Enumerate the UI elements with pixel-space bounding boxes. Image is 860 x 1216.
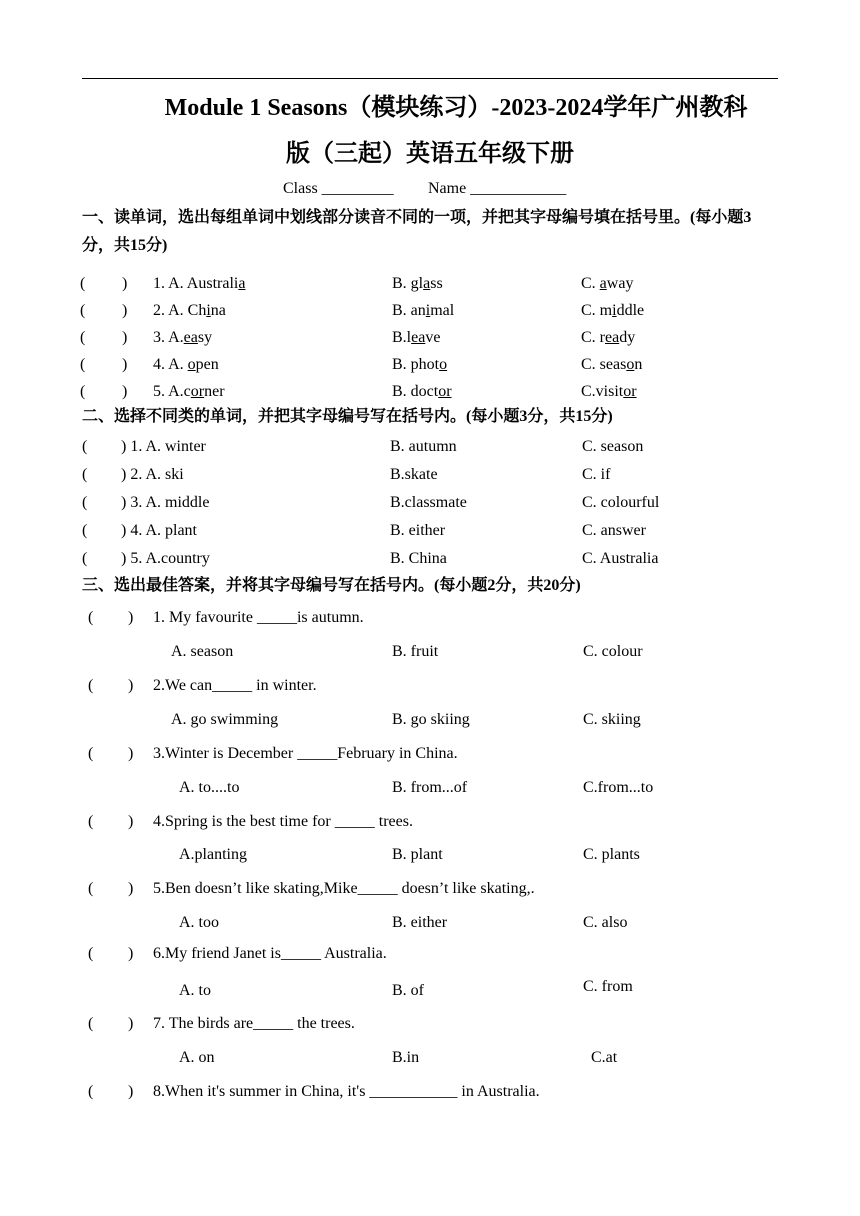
bracket-open: ( [88, 945, 94, 962]
bracket-open: ( [82, 550, 88, 567]
option-a [153, 301, 226, 321]
name-label: Name ____________ [428, 180, 567, 197]
bracket-open: ( [80, 383, 86, 400]
option-b: B.classmate [390, 494, 467, 511]
page-title-line2: 版（三起）英语五年级下册 [286, 141, 574, 167]
option-a: ) 4. A. plant [121, 522, 197, 539]
bracket-close: ) [128, 813, 134, 830]
bracket-close: ) [122, 275, 128, 292]
option-b-underlined: ea [411, 329, 426, 346]
bracket-close: ) [122, 302, 128, 319]
bracket-close: ) [122, 356, 128, 373]
option-b: B. of [392, 982, 424, 999]
option-b [392, 274, 443, 294]
option-a-text: 4. A. [153, 356, 188, 373]
option-b: B.in [392, 1049, 420, 1066]
option-a: ) 3. A. middle [121, 494, 210, 511]
bracket-close: ) [128, 1083, 134, 1100]
option-c: C. skiing [583, 711, 641, 728]
option-a [153, 274, 245, 294]
option-b-underlined: or [438, 383, 452, 400]
bracket-open: ( [88, 745, 94, 762]
bracket-close: ) [128, 880, 134, 897]
class-label: Class _________ [283, 180, 394, 197]
option-b-text: ve [425, 329, 441, 346]
option-b-text: B.l [392, 329, 412, 346]
option-b-text: B. an [392, 302, 426, 319]
bracket-close: ) [128, 745, 134, 762]
question-text: 4.Spring is the best time for _____ trees. [153, 813, 413, 830]
option-b-underlined: a [423, 275, 431, 292]
option-c [581, 328, 635, 348]
option-c-underlined: ea [605, 329, 620, 346]
option-c: C. colourful [582, 494, 660, 511]
option-a-underlined: i [206, 302, 211, 319]
option-c-underlined: o [626, 356, 635, 373]
question-text: 7. The birds are_____ the trees. [153, 1015, 355, 1032]
option-b [392, 328, 440, 348]
option-c: C. plants [583, 846, 640, 863]
option-b-text: B. doct [392, 383, 439, 400]
option-c-text: way [606, 275, 634, 292]
option-a: ) 1. A. winter [121, 438, 206, 455]
option-a-underlined: ea [183, 329, 198, 346]
option-a: A. too [179, 914, 219, 931]
bracket-open: ( [88, 609, 94, 626]
bracket-close: ) [128, 609, 134, 626]
option-b-underlined: i [425, 302, 431, 319]
bracket-close: ) [128, 945, 134, 962]
bracket-open: ( [80, 329, 86, 346]
question-text: 2.We can_____ in winter. [153, 677, 317, 694]
top-rule [82, 78, 778, 79]
option-a-text: ner [204, 383, 225, 400]
section3-heading: 三、选出最佳答案，并将其字母编号写在括号内。(每小题2分，共20分) [82, 577, 581, 594]
option-b: B. fruit [392, 643, 439, 660]
option-b [392, 355, 447, 375]
bracket-open: ( [82, 466, 88, 483]
bracket-open: ( [82, 494, 88, 511]
option-a: ) 5. A.country [121, 550, 210, 567]
bracket-open: ( [82, 522, 88, 539]
option-b: B. either [392, 914, 448, 931]
option-a-text: 1. A. Australi [153, 275, 239, 292]
option-a: A. to....to [179, 779, 240, 796]
option-c: C.from...to [583, 779, 654, 796]
option-b [392, 382, 452, 402]
option-a-underlined: or [190, 383, 205, 400]
option-c-text: dy [619, 329, 636, 346]
bracket-open: ( [88, 1015, 94, 1032]
bracket-open: ( [88, 813, 94, 830]
option-c-text: C. m [581, 302, 613, 319]
bracket-open: ( [88, 677, 94, 694]
question-text: 6.My friend Janet is_____ Australia. [153, 945, 387, 962]
option-c-underlined: a [599, 275, 607, 292]
option-b: B.skate [390, 466, 438, 483]
bracket-open: ( [80, 275, 86, 292]
option-c: C. if [582, 466, 611, 483]
option-a-text: sy [197, 329, 213, 346]
option-a-text: na [210, 302, 226, 319]
option-b: B. go skiing [392, 711, 470, 728]
option-a: ) 2. A. ski [121, 466, 184, 483]
option-b-text: B. phot [392, 356, 440, 373]
bracket-open: ( [88, 1083, 94, 1100]
bracket-open: ( [82, 438, 88, 455]
question-text: 8.When it's summer in China, it's ___________ in Australia. [153, 1083, 540, 1100]
option-c-text: n [634, 356, 643, 373]
option-a [153, 382, 225, 402]
option-a-text: 2. A. Ch [153, 302, 207, 319]
option-c [581, 355, 642, 375]
option-c-underlined: i [612, 302, 617, 319]
option-b: B. China [390, 550, 447, 567]
option-a-text: pen [195, 356, 219, 373]
option-a: A. on [179, 1049, 215, 1066]
option-c: C. Australia [582, 550, 659, 567]
option-c: C. answer [582, 522, 646, 539]
option-c: C. season [582, 438, 644, 455]
option-c-text: C. seas [581, 356, 627, 373]
option-a: A. to [179, 982, 211, 999]
option-a-text: 5. A.c [153, 383, 191, 400]
option-b-text: ss [430, 275, 443, 292]
option-c-text: ddle [616, 302, 645, 319]
bracket-close: ) [122, 383, 128, 400]
option-c: C. colour [583, 643, 643, 660]
option-b-text: mal [430, 302, 455, 319]
bracket-close: ) [128, 1015, 134, 1032]
question-text: 5.Ben doesn’t like skating,Mike_____ doesn’t like skating,. [153, 880, 535, 897]
option-c [581, 274, 633, 294]
option-c-text: C.visit [581, 383, 624, 400]
section1-heading: 一、读单词，选出每组单词中划线部分读音不同的一项，并把其字母编号填在括号里。(每小题3分，共15分) [82, 209, 752, 254]
option-b: B. plant [392, 846, 443, 863]
option-a [153, 328, 212, 348]
option-b [392, 301, 454, 321]
option-c-text: C. r [581, 329, 605, 346]
option-c: C. from [583, 978, 633, 995]
bracket-open: ( [80, 302, 86, 319]
page-title-line1: Module 1 Seasons（模块练习）-2023-2024学年广州教科 [164, 95, 748, 121]
option-c: C.at [591, 1049, 618, 1066]
bracket-close: ) [128, 677, 134, 694]
bracket-open: ( [80, 356, 86, 373]
question-text: 3.Winter is December _____February in China. [153, 745, 458, 762]
section2-heading: 二、选择不同类的单词，并把其字母编号写在括号内。(每小题3分，共15分) [82, 408, 613, 425]
option-a-underlined: a [238, 275, 246, 292]
option-a: A. season [171, 643, 234, 660]
option-a: A. go swimming [171, 711, 279, 728]
option-b-text: B. gl [392, 275, 424, 292]
option-a-underlined: o [187, 356, 196, 373]
option-c: C. also [583, 914, 628, 931]
option-b: B. either [390, 522, 446, 539]
option-c-text: C. [581, 275, 600, 292]
option-a: A.planting [179, 846, 247, 863]
option-c-underlined: or [623, 383, 637, 400]
option-b-underlined: o [439, 356, 448, 373]
option-a-text: 3. A. [153, 329, 184, 346]
option-c [581, 382, 637, 402]
bracket-open: ( [88, 880, 94, 897]
bracket-close: ) [122, 329, 128, 346]
option-a [153, 355, 219, 375]
question-text: 1. My favourite _____is autumn. [153, 609, 364, 626]
option-b: B. autumn [390, 438, 457, 455]
option-b: B. from...of [392, 779, 468, 796]
option-c [581, 301, 644, 321]
